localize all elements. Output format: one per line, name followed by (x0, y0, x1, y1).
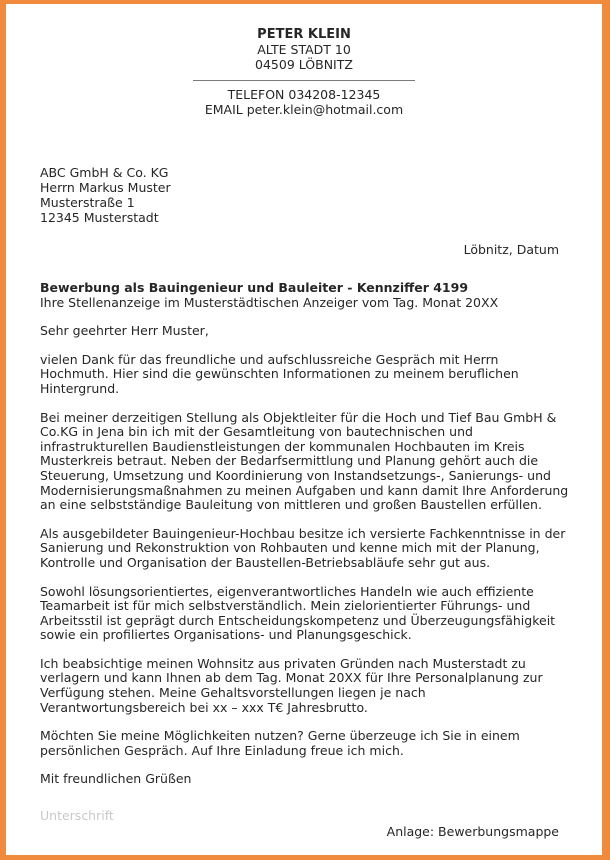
subject-title: Bewerbung als Bauingenieur und Bauleiter - Kennziffer 4199 (40, 280, 469, 295)
recipient-street: Musterstraße 1 (40, 195, 135, 210)
recipient-city: 12345 Musterstadt (40, 210, 159, 225)
recipient-contact: Herrn Markus Muster (40, 180, 171, 195)
subject-reference: Ihre Stellenanzeige im Musterstädtischen Anzeiger vom Tag. Monat 20XX (40, 294, 499, 310)
sender-street: ALTE STADT 10 (257, 42, 351, 57)
sender-email: EMAIL peter.klein@hotmail.com (204, 102, 404, 117)
letterhead (6, 27, 602, 117)
paragraph: Ich beabsichtige meinen Wohnsitz aus privaten Gründen nach Musterstadt zu verlagern und kann Ihnen ab dem Tag. Monat 20XX für Ihre Personalplanung zur Verfügung stehen. Meine Gehaltsvorstellungen liegen je nach Verantwortungsbereich bei xx – xxx T€ Jahresbrutto. (40, 655, 543, 715)
letter-body (40, 281, 570, 787)
signature-placeholder: Unterschrift (40, 808, 114, 823)
letterhead-divider (193, 80, 415, 81)
salutation: Sehr geehrter Herr Muster, (40, 323, 209, 339)
paragraph: vielen Dank für das freundliche und aufschlussreiche Gespräch mit Herrn Hochmuth. Hier sind die gewünschten Informationen zu meinem beruflichen Hintergrund. (40, 351, 519, 396)
sender-phone: TELEFON 034208-12345 (227, 87, 381, 102)
letter-page (6, 4, 602, 855)
sender-name: PETER KLEIN (257, 27, 351, 42)
recipient-company: ABC GmbH & Co. KG (40, 165, 169, 180)
paragraph: Möchten Sie meine Möglichkeiten nutzen? Gerne überzeuge ich Sie in einem persönlichen Gespräch. Auf Ihre Einladung freue ich mich. (40, 728, 520, 758)
paragraph: Sowohl lösungsorientiertes, eigenverantwortliches Handeln wie auch effiziente Teamarbeit ist für mich selbstverständlich. Mein zielorientierter Führungs- und Arbeitsstil ist geprägt durch Entscheidungskompetenz und Überzeugungsfähigkeit sowie ein profiliertes Organisations- und Planungsgeschick. (40, 583, 556, 643)
closing: Mit freundlichen Grüßen (40, 771, 192, 787)
paragraph: Als ausgebildeter Bauingenieur-Hochbau besitze ich versierte Fachkenntnisse in der Sanierung und Rekonstruktion von Rohbauten und kenne mich mit der Planung, Kontrolle und Organisation der Baustellen-Betriebsabläufe sehr gut aus. (40, 525, 566, 570)
sender-city: 04509 LÖBNITZ (255, 57, 353, 72)
paragraph: Bei meiner derzeitigen Stellung als Objektleiter für die Hoch und Tief Bau GmbH & Co.KG in Jena bin ich mit der Gesamtleitung von bautechnischen und infrastrukturellen Baudienstleistungen der kommunalen Hochbauten im Kreis Musterkreis betraut. Neben der Bedarfsermittlung und Planung gehört auch die Steuerung, Umsetzung und Koordinierung von Instandsetzungs-, Sanierungs- und Modernisierungsmaßnahmen zu meinen Aufgaben und kann damit Ihre Anforderung an eine selbstständige Bauleitung von mittleren und großen Baustellen erfüllen. (40, 409, 569, 513)
date-line: Löbnitz, Datum (463, 242, 559, 257)
recipient-address (40, 165, 171, 225)
enclosure-note: Anlage: Bewerbungsmappe (386, 824, 559, 839)
